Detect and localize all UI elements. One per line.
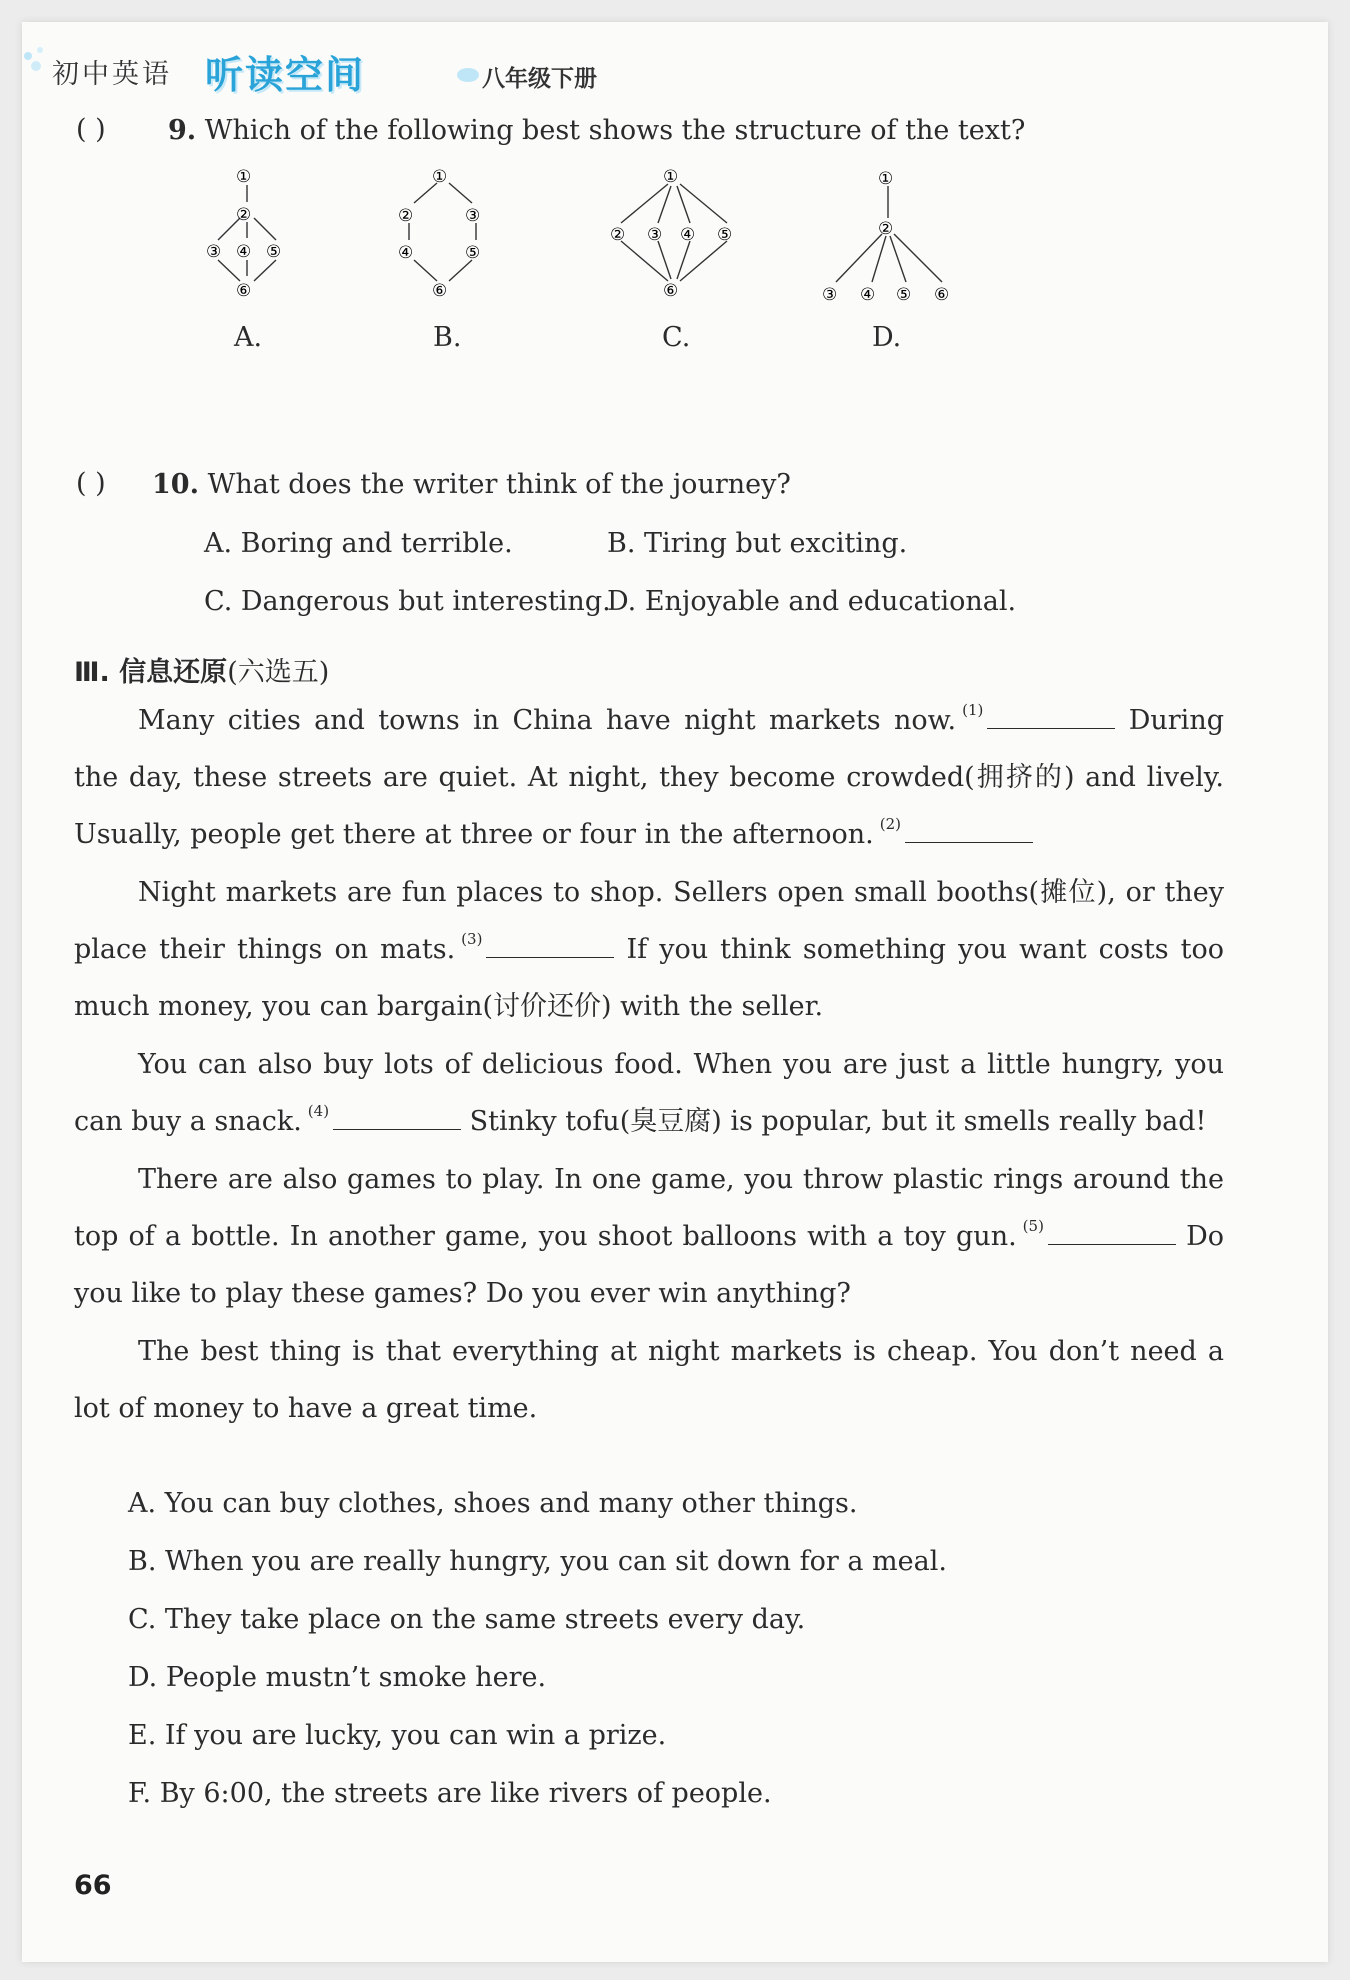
svg-text:④: ④ — [680, 225, 696, 245]
svg-text:①: ① — [663, 167, 679, 187]
blank-mark-5: (5) — [1022, 1217, 1044, 1235]
svg-text:①: ① — [432, 167, 448, 187]
blank-mark-3: (3) — [461, 930, 483, 948]
svg-text:②: ② — [878, 219, 894, 239]
node-3: ③ — [206, 242, 222, 262]
question-10 — [152, 471, 791, 498]
question-number: 9. — [168, 115, 197, 146]
choice-b[interactable]: B. When you are really hungry, you can sit down for a meal. — [128, 1546, 947, 1577]
node-2: ② — [236, 205, 252, 225]
blank-mark-4: (4) — [307, 1102, 330, 1120]
svg-text:②: ② — [610, 225, 626, 245]
svg-text:③: ③ — [465, 206, 481, 226]
structure-diagram-b — [392, 160, 502, 324]
answer-paren-10[interactable]: ( ) — [76, 468, 106, 499]
page-number: 66 — [74, 1870, 112, 1901]
svg-text:①: ① — [878, 169, 894, 189]
workbook-page — [22, 22, 1328, 1962]
option-c-label: C. — [662, 322, 691, 353]
node-1: ① — [236, 167, 252, 187]
series-title: 初中英语 — [52, 59, 172, 90]
blank-mark-1: (1) — [962, 701, 984, 719]
brand-logo: 听读空间 — [205, 53, 366, 97]
question-text: Which of the following best shows the structure of the text? — [204, 115, 1026, 146]
q10-option-d[interactable]: D. Enjoyable and educational. — [607, 586, 1017, 617]
svg-text:⑤: ⑤ — [896, 285, 912, 305]
question-number: 10. — [152, 469, 199, 500]
svg-text:④: ④ — [398, 243, 414, 263]
node-labels — [398, 167, 480, 301]
q10-option-a[interactable]: A. Boring and terrible. — [204, 528, 513, 559]
blank-1[interactable] — [987, 704, 1115, 729]
option-d-label: D. — [872, 322, 902, 353]
choice-f[interactable]: F. By 6:00, the streets are like rivers of people. — [128, 1778, 772, 1809]
svg-text:⑤: ⑤ — [465, 243, 481, 263]
passage-paragraph-5: The best thing is that everything at night markets is cheap. You don’t need a lot of money to have a great time. — [74, 1336, 1224, 1424]
blank-4[interactable] — [333, 1105, 461, 1130]
page-header — [22, 22, 1328, 112]
node-4: ④ — [236, 242, 252, 262]
svg-text:③: ③ — [647, 225, 663, 245]
node-5: ⑤ — [266, 242, 282, 262]
choice-d[interactable]: D. People mustn’t smoke here. — [128, 1662, 547, 1693]
choice-a[interactable]: A. You can buy clothes, shoes and many other things. — [128, 1488, 858, 1519]
question-text: What does the writer think of the journey? — [207, 469, 791, 500]
blank-2[interactable] — [905, 818, 1033, 843]
option-b-label: B. — [433, 322, 462, 353]
structure-diagram-c — [604, 160, 744, 324]
svg-text:④: ④ — [860, 285, 876, 305]
svg-text:⑥: ⑥ — [934, 285, 950, 305]
passage-paragraph-4: There are also games to play. In one game, you throw plastic rings around the top of a bottle. In another game, you shoot balloons with a toy gun. $^{(5)}$ Do you like to play these games? Do you ever win anything? — [74, 1164, 1224, 1309]
q10-option-b[interactable]: B. Tiring but exciting. — [607, 528, 908, 559]
choice-e[interactable]: E. If you are lucky, you can win a prize. — [128, 1720, 667, 1751]
choice-c[interactable]: C. They take place on the same streets every day. — [128, 1604, 806, 1635]
svg-text:⑥: ⑥ — [663, 281, 679, 301]
blank-3[interactable] — [486, 933, 614, 958]
q10-option-c[interactable]: C. Dangerous but interesting. — [204, 586, 611, 617]
svg-text:③: ③ — [822, 285, 838, 305]
bubble-icon — [457, 68, 479, 82]
svg-text:②: ② — [398, 206, 414, 226]
structure-diagram-d — [812, 160, 972, 324]
blank-5[interactable] — [1048, 1220, 1176, 1245]
answer-paren-9[interactable]: ( ) — [76, 114, 106, 145]
blank-mark-2: (2) — [879, 815, 902, 833]
section-title: Ⅲ. 信息还原(六选五) — [74, 657, 330, 688]
passage-paragraph-2: Night markets are fun places to shop. Sellers open small booths(摊位), or they place their things on mats. $^{(3)}$ If you think something you want costs too much money, you can bargain(讨价还价) with the seller. — [74, 877, 1224, 1022]
node-labels — [822, 169, 949, 305]
grade-label: 八年级下册 — [482, 66, 597, 92]
svg-text:⑤: ⑤ — [717, 225, 733, 245]
structure-diagram-a — [192, 160, 302, 324]
question-9 — [168, 117, 1025, 144]
svg-text:⑥: ⑥ — [432, 281, 448, 301]
passage-paragraph-3: You can also buy lots of delicious food. When you are just a little hungry, you can buy a snack. $^{(4)}$ Stinky tofu(臭豆腐) is popular, but it smells really bad! — [74, 1049, 1224, 1137]
node-6: ⑥ — [236, 281, 252, 301]
option-a-label: A. — [234, 322, 263, 353]
passage-paragraph-1: Many cities and towns in China have night markets now. $^{(1)}$ During the day, these streets are quiet. At night, they become crowded(拥挤的) and lively. Usually, people get there at three or four in the afternoon. $^{(2)}$ — [74, 701, 1224, 850]
